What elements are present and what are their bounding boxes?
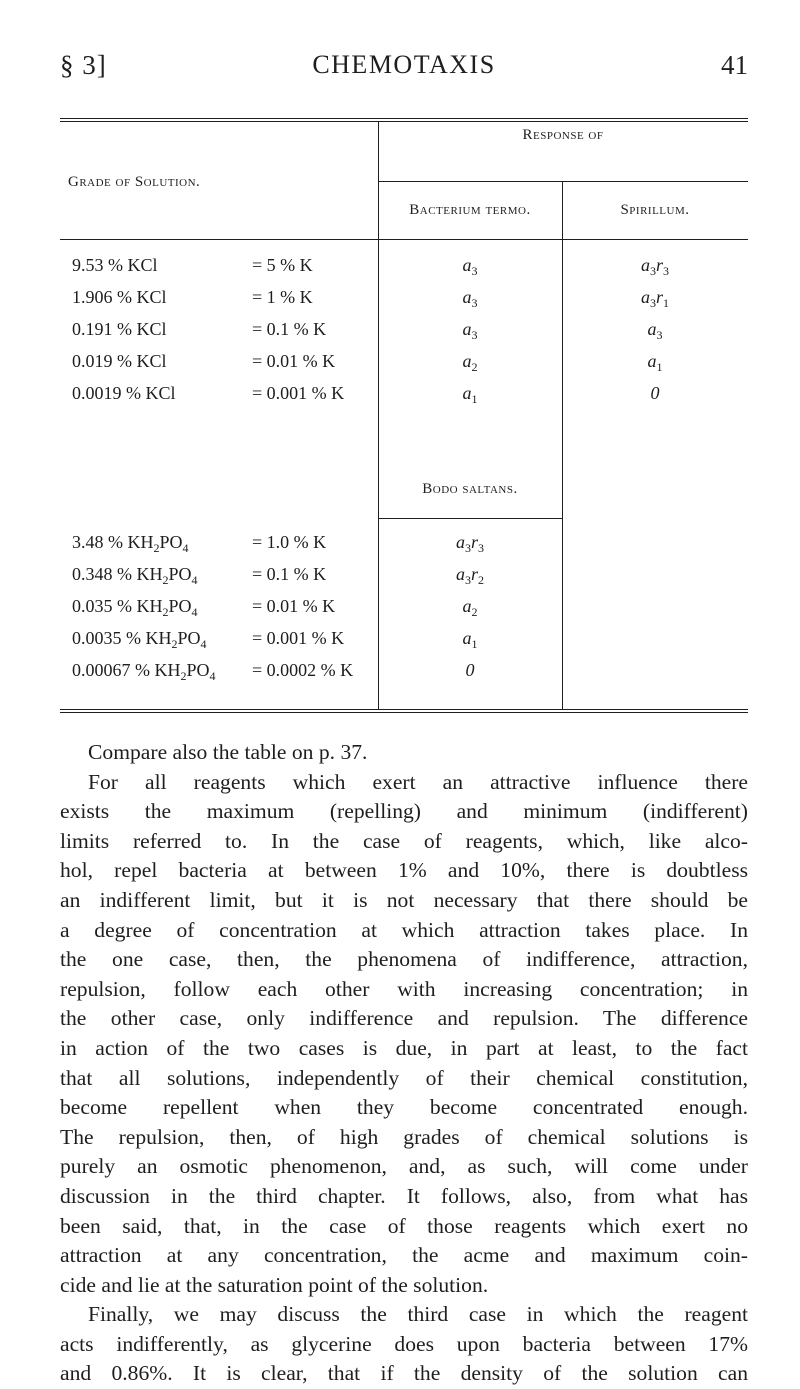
text-line: the one case, then, the phenomena of indifference, attraction, bbox=[60, 947, 748, 972]
text-line: repulsion, follow each other with increasing concentration; in bbox=[60, 976, 748, 1001]
equivalent-cell: = 0.1 % K bbox=[252, 564, 327, 584]
table-row bbox=[60, 287, 748, 319]
bodo-cell: 0 bbox=[465, 660, 475, 680]
text-line: cide and lie at the saturation point of the solution. bbox=[60, 1272, 489, 1297]
solution-cell: 9.53 % KCl bbox=[72, 255, 158, 275]
table-bottom-rule-2 bbox=[60, 712, 748, 713]
table-row bbox=[60, 628, 748, 660]
equivalent-cell: = 0.001 % K bbox=[252, 383, 345, 403]
equivalent-cell: = 0.001 % K bbox=[252, 628, 345, 648]
table-row bbox=[60, 255, 748, 287]
text-line: purely an osmotic phenomenon, and, as such, will come under bbox=[60, 1154, 748, 1179]
solution-cell: 0.0019 % KCl bbox=[72, 383, 176, 403]
equivalent-cell: = 0.0002 % K bbox=[252, 660, 354, 680]
text-line: acts indifferently, as glycerine does upon bacteria between 17% bbox=[60, 1331, 748, 1356]
table-top-rule-2 bbox=[60, 121, 748, 122]
text-line: hol, repel bacteria at between 1% and 10%, there is doubtless bbox=[60, 858, 748, 883]
response-table bbox=[60, 118, 748, 718]
solution-cell: 3.48 % $KH_2PO_4$ bbox=[72, 532, 189, 555]
text-line: attraction at any concentration, the acme and maximum coin- bbox=[60, 1243, 748, 1268]
table-row bbox=[60, 564, 748, 596]
table-row bbox=[60, 351, 748, 383]
solution-cell: 0.035 % $KH_2PO_4$ bbox=[72, 596, 198, 619]
equivalent-cell: = 1 % K bbox=[252, 287, 313, 307]
solution-cell: 0.00067 % $KH_2PO_4$ bbox=[72, 660, 216, 683]
table-row bbox=[60, 660, 748, 692]
grade-header: Grade of Solution. bbox=[68, 174, 201, 190]
table-row bbox=[60, 596, 748, 628]
text-line: been said, that, in the case of those reagents which exert no bbox=[60, 1213, 748, 1238]
spirillum-cell: $a_1$ bbox=[647, 351, 663, 374]
bodo-header: Bodo saltans. bbox=[422, 481, 518, 497]
bodo-rule bbox=[378, 518, 562, 519]
solution-cell: 1.906 % KCl bbox=[72, 287, 167, 307]
solution-cell: 0.191 % KCl bbox=[72, 319, 167, 339]
bacterium-cell: $a_1$ bbox=[462, 383, 478, 406]
text-line: Compare also the table on p. 37. bbox=[88, 740, 368, 764]
equivalent-cell: = 0.1 % K bbox=[252, 319, 327, 339]
bacterium-header: Bacterium termo. bbox=[409, 202, 531, 218]
text-line: and 0.86%. It is clear, that if the density of the solution can bbox=[60, 1361, 748, 1386]
text-line: an indifferent limit, but it is not necessary that there should be bbox=[60, 887, 748, 912]
text-line: For all reagents which exert an attractive influence there bbox=[88, 769, 748, 794]
spirillum-cell: $a_3$ bbox=[647, 319, 663, 342]
table-row bbox=[60, 383, 748, 415]
spirillum-cell: $a_3r_1$ bbox=[640, 287, 669, 310]
equivalent-cell: = 0.01 % K bbox=[252, 351, 336, 371]
text-line: a degree of concentration at which attraction takes place. In bbox=[60, 917, 748, 942]
solution-cell: 0.019 % KCl bbox=[72, 351, 167, 371]
table-row bbox=[60, 532, 748, 564]
text-line: become repellent when they become concentrated enough. bbox=[60, 1095, 748, 1120]
text-line: that all solutions, independently of their chemical constitution, bbox=[60, 1065, 748, 1090]
text-line: exists the maximum (repelling) and minimum (indifferent) bbox=[60, 799, 748, 824]
bacterium-cell: $a_2$ bbox=[462, 351, 478, 374]
text-line: in action of the two cases is due, in part at least, to the fact bbox=[60, 1035, 748, 1060]
bacterium-cell: $a_3$ bbox=[462, 319, 478, 342]
bacterium-cell: $a_3$ bbox=[462, 287, 478, 310]
response-header: Response of bbox=[522, 127, 604, 143]
text-line: Finally, we may discuss the third case in which the reagent bbox=[88, 1302, 748, 1327]
body-text bbox=[60, 738, 748, 1389]
solution-cell: 0.348 % $KH_2PO_4$ bbox=[72, 564, 198, 587]
bodo-cell: $a_3r_2$ bbox=[455, 564, 484, 587]
text-line: discussion in the third chapter. It follows, also, from what has bbox=[60, 1183, 748, 1208]
bodo-cell: $a_1$ bbox=[462, 628, 478, 651]
bodo-cell: $a_2$ bbox=[462, 596, 478, 619]
table-row bbox=[60, 319, 748, 351]
text-line: limits referred to. In the case of reagents, which, like alco- bbox=[60, 828, 748, 853]
text-line: The repulsion, then, of high grades of chemical solutions is bbox=[60, 1124, 748, 1149]
equivalent-cell: = 0.01 % K bbox=[252, 596, 336, 616]
running-head bbox=[60, 50, 748, 90]
equivalent-cell: = 5 % K bbox=[252, 255, 313, 275]
page-number: 41 bbox=[721, 50, 748, 80]
spirillum-cell: 0 bbox=[650, 383, 660, 403]
spirillum-cell: $a_3r_3$ bbox=[640, 255, 669, 278]
section-marker: § 3] bbox=[60, 50, 107, 80]
chapter-title: CHEMOTAXIS bbox=[312, 50, 496, 79]
bacterium-cell: $a_3$ bbox=[462, 255, 478, 278]
table-bottom-rule bbox=[60, 709, 748, 710]
header-bottom-rule bbox=[60, 239, 748, 240]
bodo-cell: $a_3r_3$ bbox=[455, 532, 484, 555]
text-line: the other case, only indifference and repulsion. The difference bbox=[60, 1006, 748, 1031]
solution-cell: 0.0035 % $KH_2PO_4$ bbox=[72, 628, 207, 651]
spirillum-header: Spirillum. bbox=[620, 202, 690, 218]
table-top-rule bbox=[60, 118, 748, 119]
equivalent-cell: = 1.0 % K bbox=[252, 532, 327, 552]
